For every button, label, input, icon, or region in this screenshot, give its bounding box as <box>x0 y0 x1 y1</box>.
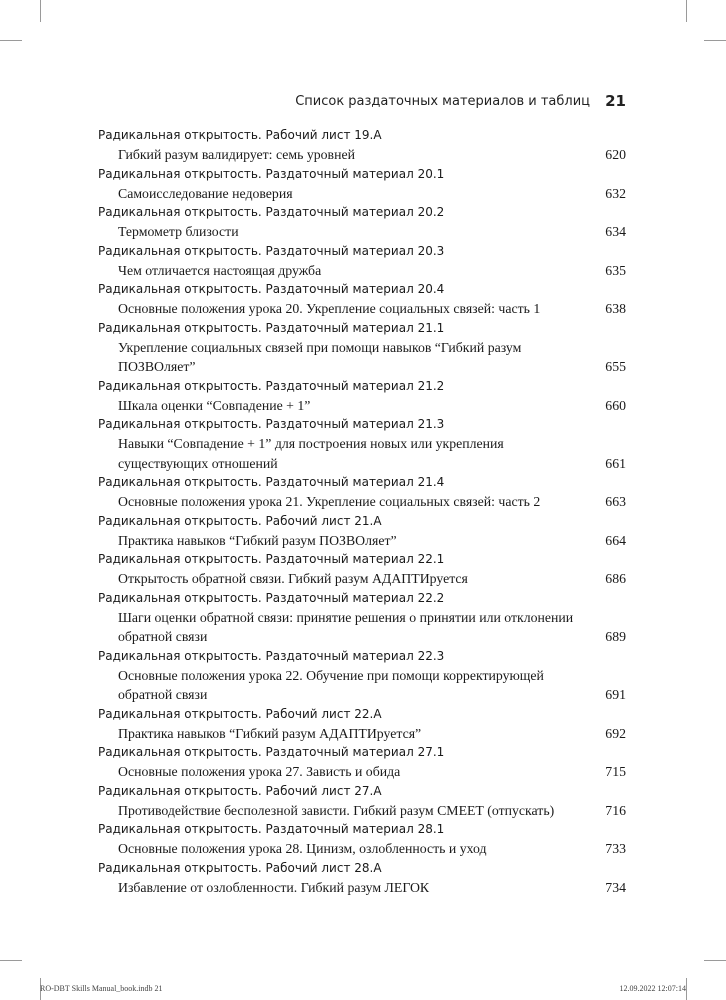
footer-file: RO-DBT Skills Manual_book.indb 21 <box>40 984 163 993</box>
toc-entry <box>98 280 626 319</box>
toc-entry-title: Основные положения урока 27. Зависть и обида <box>118 764 401 779</box>
toc-entry-item <box>98 396 626 416</box>
footer-timestamp: 12.09.2022 12:07:14 <box>619 984 686 993</box>
toc-entry-title: Избавление от озлобленности. Гибкий разум ЛЕГОК <box>118 879 430 895</box>
toc-entry-page: 635 <box>605 262 626 278</box>
crop-mark <box>686 978 687 1000</box>
toc-entry-title: Открытость обратной связи. Гибкий разум АДАПТИруется <box>118 571 468 586</box>
toc-entry-category: Радикальная открытость. Рабочий лист 27.A <box>98 783 382 798</box>
crop-mark <box>704 40 726 41</box>
toc-entry <box>98 377 626 416</box>
toc-entry-category: Радикальная открытость. Раздаточный материал 21.2 <box>98 378 445 393</box>
toc-entry <box>98 550 626 589</box>
toc-entry-category: Радикальная открытость. Раздаточный материал 21.4 <box>98 475 445 489</box>
toc-entry-page: 632 <box>605 185 626 201</box>
toc-entry-item <box>98 184 626 204</box>
toc-entry <box>98 165 626 204</box>
toc-entry-item <box>98 762 626 782</box>
toc-entry-category: Радикальная открытость. Раздаточный материал 27.1 <box>98 745 445 759</box>
toc-entry-item <box>98 338 626 377</box>
toc-entry-item <box>98 724 626 744</box>
crop-mark <box>704 960 726 961</box>
toc-entry-page: 691 <box>605 687 626 702</box>
toc-entry-category: Радикальная открытость. Раздаточный материал 20.2 <box>98 205 445 219</box>
toc-entry-title: Основные положения урока 20. Укрепление социальных связей: часть 1 <box>118 301 541 316</box>
running-header-title: Список раздаточных материалов и таблиц <box>295 94 590 109</box>
crop-mark <box>0 40 22 41</box>
toc-entry-category: Радикальная открытость. Рабочий лист 22.A <box>98 706 382 721</box>
toc-entry-category: Радикальная открытость. Раздаточный материал 21.1 <box>98 320 445 335</box>
toc-entry-page: 655 <box>605 359 626 374</box>
toc-entry-item <box>98 666 626 705</box>
toc-entry-title: Противодействие бесполезной зависти. Гибкий разум СМЕЕТ (отпускать) <box>118 802 555 818</box>
toc-entry-category: Радикальная открытость. Раздаточный материал 22.2 <box>98 590 445 605</box>
toc-entry-item <box>98 222 626 242</box>
toc-entry-category: Радикальная открытость. Раздаточный материал 20.3 <box>98 243 445 258</box>
toc-entry-page: 686 <box>605 571 626 586</box>
toc-entry-page: 620 <box>605 147 626 162</box>
toc-entry-item <box>98 801 626 821</box>
toc-entry-category: Радикальная открытость. Раздаточный материал 20.4 <box>98 282 445 296</box>
toc-entry-title: Основные положения урока 21. Укрепление социальных связей: часть 2 <box>118 494 541 509</box>
running-header <box>98 93 626 113</box>
toc-entry-item <box>98 261 626 281</box>
toc-entry-item <box>98 434 626 473</box>
toc-entry <box>98 319 626 377</box>
toc-entry-item <box>98 145 626 165</box>
toc-entry-item <box>98 878 626 898</box>
toc-entry-category: Радикальная открытость. Раздаточный материал 22.3 <box>98 648 445 663</box>
toc-entry-item <box>98 299 626 319</box>
toc-entry-page: 733 <box>605 841 626 856</box>
toc-entry-item <box>98 492 626 512</box>
toc-entry-category: Радикальная открытость. Рабочий лист 21.A <box>98 513 382 528</box>
toc-entry-category: Радикальная открытость. Раздаточный материал 21.3 <box>98 417 445 431</box>
toc-entry-page: 638 <box>605 301 626 316</box>
toc-entry-page: 663 <box>605 494 626 509</box>
crop-mark <box>0 960 22 961</box>
toc-entry <box>98 473 626 512</box>
toc-entry <box>98 415 626 473</box>
toc-entry-item <box>98 839 626 859</box>
toc-entry-title: Навыки “Совпадение + 1” для построения новых или укрепления существующих отношений <box>118 436 504 471</box>
toc-entry-title: Практика навыков “Гибкий разум ПОЗВОляет” <box>118 532 397 548</box>
toc-entry-title: Гибкий разум валидирует: семь уровней <box>118 147 355 162</box>
toc-entry-page: 692 <box>605 725 626 741</box>
toc-entry-page: 664 <box>605 532 626 548</box>
page-number: 21 <box>605 92 626 110</box>
crop-mark <box>40 0 41 22</box>
toc-entry-page: 734 <box>605 879 626 895</box>
toc-entry-title: Термометр близости <box>118 224 239 239</box>
toc-entry <box>98 126 626 165</box>
toc-entry-title: Укрепление социальных связей при помощи навыков “Гибкий разум ПОЗВОляет” <box>118 339 522 374</box>
toc-entry <box>98 705 626 744</box>
toc-entry-category: Радикальная открытость. Рабочий лист 28.A <box>98 860 382 875</box>
toc-entry-title: Чем отличается настоящая дружба <box>118 262 322 278</box>
toc-entry-page: 716 <box>605 802 626 818</box>
toc-entry <box>98 242 626 281</box>
toc-entry <box>98 859 626 898</box>
toc-entry-title: Самоисследование недоверия <box>118 185 293 201</box>
toc-entry-title: Практика навыков “Гибкий разум АДАПТИруется” <box>118 725 422 741</box>
toc-entry-item <box>98 569 626 589</box>
toc-entry-title: Основные положения урока 22. Обучение при помощи корректирующей обратной связи <box>118 667 544 702</box>
toc-entry <box>98 743 626 782</box>
toc-entry-page: 634 <box>605 224 626 239</box>
toc-entry <box>98 820 626 859</box>
toc-entry-title: Шкала оценки “Совпадение + 1” <box>118 397 311 413</box>
toc-entry-page: 715 <box>605 764 626 779</box>
toc-entry <box>98 782 626 821</box>
toc-entry-page: 689 <box>605 629 626 644</box>
toc-entry <box>98 512 626 551</box>
toc-entry-category: Радикальная открытость. Рабочий лист 19.A <box>98 128 382 142</box>
toc-entry-category: Радикальная открытость. Раздаточный материал 20.1 <box>98 166 445 181</box>
toc-entry-title: Основные положения урока 28. Цинизм, озлобленность и уход <box>118 841 487 856</box>
toc-entry <box>98 203 626 242</box>
toc-entry <box>98 647 626 705</box>
toc-entry <box>98 589 626 647</box>
table-of-contents <box>98 126 626 897</box>
print-footer <box>40 984 686 996</box>
toc-entry-page: 661 <box>605 455 626 471</box>
crop-mark <box>686 0 687 22</box>
toc-entry-category: Радикальная открытость. Раздаточный материал 22.1 <box>98 552 445 566</box>
toc-entry-category: Радикальная открытость. Раздаточный материал 28.1 <box>98 822 445 836</box>
toc-entry-item <box>98 608 626 647</box>
toc-entry-title: Шаги оценки обратной связи: принятие решения о принятии или отклонении обратной связи <box>118 609 574 644</box>
toc-entry-page: 660 <box>605 397 626 413</box>
toc-entry-item <box>98 531 626 551</box>
